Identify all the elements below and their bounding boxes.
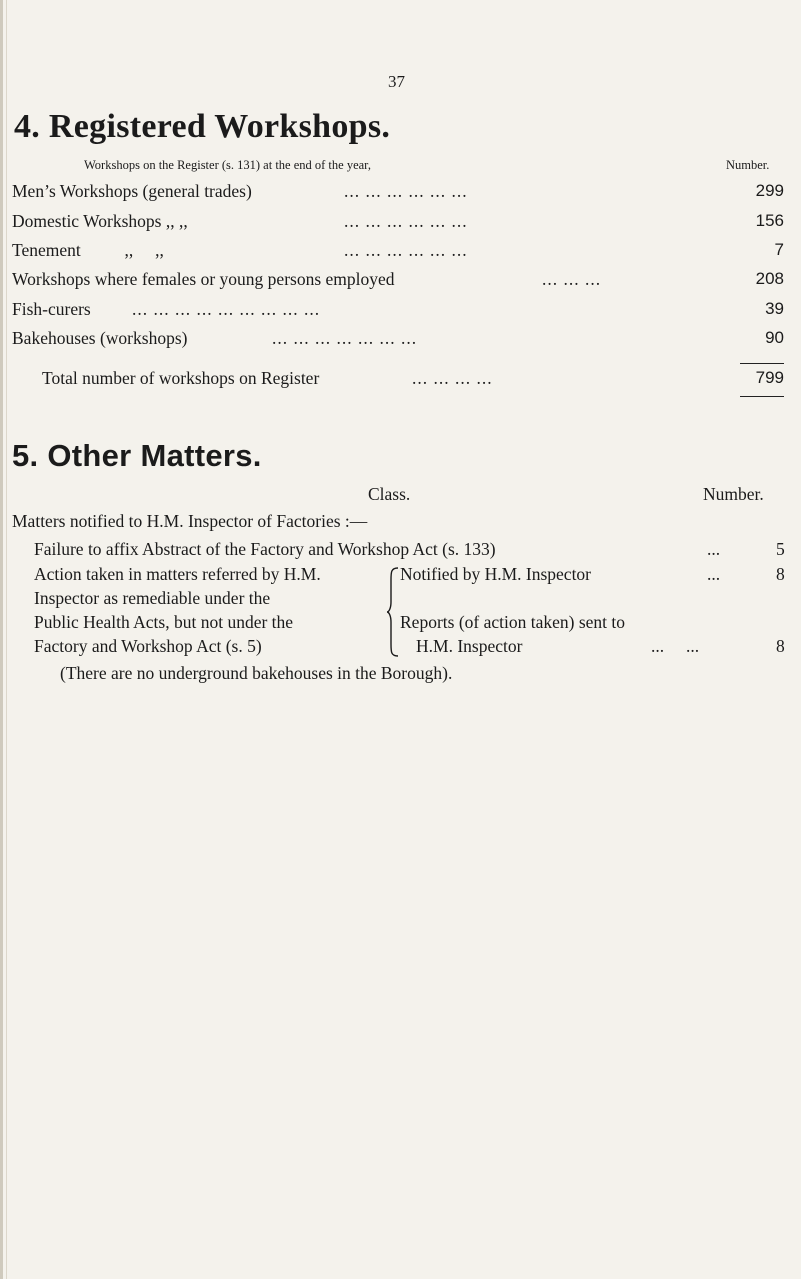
number-column-header-2: Number.: [703, 484, 764, 504]
total-value: 799: [755, 368, 784, 387]
notified-value: 8: [776, 564, 785, 584]
row-label: Bakehouses (workshops): [12, 328, 188, 348]
row-value: 156: [755, 211, 784, 230]
table-row: [12, 181, 784, 205]
bakehouse-note: (There are no underground bakehouses in the Borough).: [60, 663, 453, 683]
leader-dots: ... ... ... ...: [412, 368, 493, 388]
total-label: Total number of workshops on Register: [42, 368, 320, 388]
leader-dots: ...: [707, 539, 721, 559]
leader-dots: ... ...: [651, 636, 700, 656]
action-line-1: Action taken in matters referred by H.M.: [34, 564, 321, 584]
total-row: [12, 368, 784, 392]
leader-dots: ... ... ... ... ... ...: [344, 240, 468, 260]
action-line-2: Inspector as remediable under the: [34, 588, 271, 608]
table-row: [12, 299, 784, 323]
table-row: [12, 240, 784, 264]
table-row: [12, 328, 784, 352]
matters-intro: Matters notified to H.M. Inspector of Factories :—: [12, 511, 368, 531]
row-label: Workshops where females or young persons employed: [12, 269, 395, 289]
leader-dots: ... ... ... ... ... ... ... ... ...: [132, 299, 321, 319]
row-label: Men’s Workshops (general trades): [12, 181, 252, 201]
reports-value: 8: [776, 636, 785, 656]
notified-label: Notified by H.M. Inspector: [400, 564, 592, 584]
total-rule-top: [740, 363, 784, 364]
total-rule-bottom: [740, 396, 784, 397]
page-spine-shadow: [0, 0, 3, 1279]
page-spine-line: [6, 0, 7, 1279]
reports-line-1: Reports (of action taken) sent to: [400, 612, 626, 632]
row-value: 39: [765, 299, 784, 318]
row-label: Fish-curers: [12, 299, 91, 319]
curly-brace: [386, 566, 400, 658]
leader-dots: ... ... ... ... ... ...: [344, 211, 468, 231]
action-line-4: Factory and Workshop Act (s. 5): [34, 636, 262, 656]
table-row: [12, 269, 784, 293]
section-4-title: 4. Registered Workshops.: [14, 108, 391, 145]
class-column-header: Class.: [368, 484, 411, 504]
row-label: Tenement ,, ,,: [12, 240, 164, 260]
leader-dots: ...: [707, 564, 721, 584]
reports-line-2: H.M. Inspector: [416, 636, 523, 656]
row-value: 90: [765, 328, 784, 347]
register-column-header: Workshops on the Register (s. 131) at the end of the year,: [84, 158, 371, 172]
failure-value: 5: [776, 539, 785, 559]
row-value: 7: [774, 240, 784, 259]
table-row: [12, 211, 784, 235]
failure-line: Failure to affix Abstract of the Factory and Workshop Act (s. 133): [34, 539, 496, 559]
row-label: Domestic Workshops ,, ,,: [12, 211, 188, 231]
number-column-header: Number.: [726, 158, 770, 172]
section-5-title: 5. Other Matters.: [12, 438, 262, 473]
row-value: 208: [755, 269, 784, 288]
row-value: 299: [755, 181, 784, 200]
action-line-3: Public Health Acts, but not under the: [34, 612, 294, 632]
leader-dots: ... ... ...: [542, 269, 602, 289]
page-number: 37: [388, 72, 405, 91]
leader-dots: ... ... ... ... ... ...: [344, 181, 468, 201]
leader-dots: ... ... ... ... ... ... ...: [272, 328, 418, 348]
